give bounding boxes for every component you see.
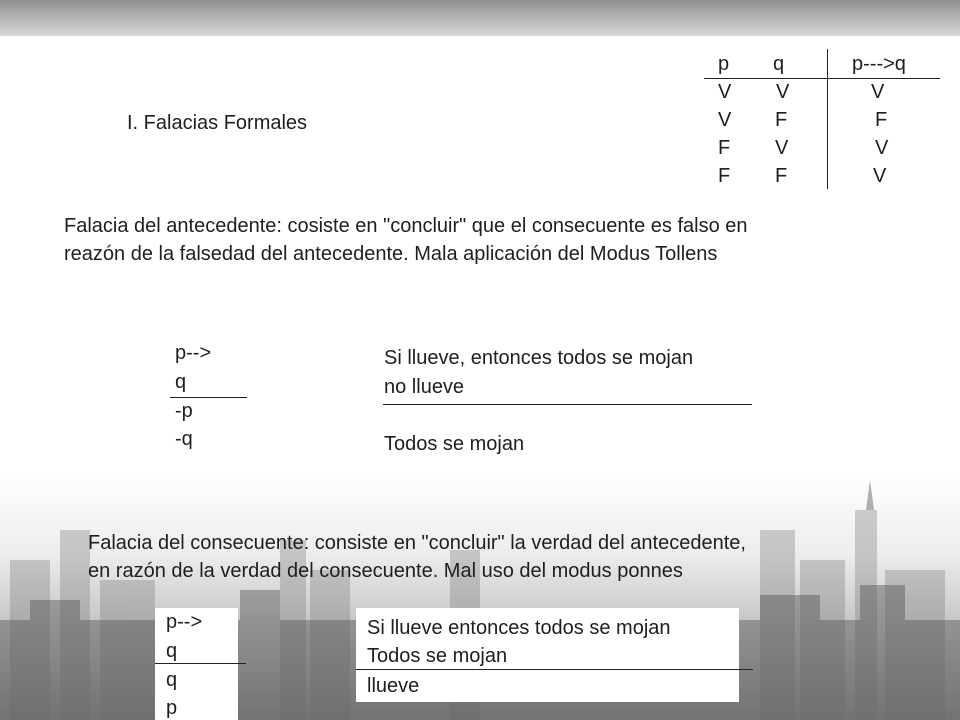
- truth-table-cell: V: [873, 165, 887, 187]
- schema-line: p: [166, 697, 178, 719]
- schema-line: p-->: [166, 611, 203, 633]
- consequent-example-panel: [356, 608, 739, 702]
- truth-table-cell: V: [718, 109, 732, 131]
- truth-table-cell: F: [775, 109, 788, 131]
- header-band: [0, 0, 960, 36]
- consequent-description-line-2: en razón de la verdad del consecuente. Mal uso del modus ponnes: [88, 560, 683, 582]
- page-title: I. Falacias Formales: [127, 112, 308, 134]
- antecedent-description-line-2: reazón de la falsedad del antecedente. Mala aplicación del Modus Tollens: [64, 243, 718, 265]
- example-conclusion: Todos se mojan: [384, 433, 525, 455]
- example-rule: [383, 404, 752, 405]
- schema-line: p-->: [175, 342, 212, 364]
- example-rule: [356, 669, 753, 670]
- truth-table-header-q: q: [773, 53, 785, 75]
- schema-line: -p: [175, 400, 193, 422]
- example-premise: Si llueve, entonces todos se mojan: [384, 347, 694, 369]
- truth-table-cell: V: [875, 137, 889, 159]
- schema-line: q: [175, 371, 187, 393]
- truth-table-cell: F: [718, 165, 731, 187]
- antecedent-description-line-1: Falacia del antecedente: cosiste en "concluir" que el consecuente es falso en: [64, 215, 748, 237]
- truth-table-cell: V: [718, 81, 732, 103]
- truth-table-cell: V: [775, 137, 789, 159]
- schema-line: q: [166, 640, 178, 662]
- truth-table-cell: V: [776, 81, 790, 103]
- truth-table-cell: V: [871, 81, 885, 103]
- truth-table-header-rule: [704, 78, 940, 79]
- consequent-schema-panel: [155, 608, 238, 720]
- truth-table-divider: [827, 49, 828, 189]
- truth-table-header-p: p: [718, 53, 730, 75]
- truth-table-cell: F: [718, 137, 731, 159]
- schema-line: -q: [175, 428, 193, 450]
- schema-rule: [155, 663, 246, 664]
- truth-table-cell: F: [775, 165, 788, 187]
- example-premise: Si llueve entonces todos se mojan: [367, 617, 671, 639]
- example-conclusion: llueve: [367, 675, 420, 697]
- example-premise: no llueve: [384, 376, 465, 398]
- schema-line: q: [166, 669, 178, 691]
- consequent-description-line-1: Falacia del consecuente: consiste en "concluir" la verdad del antecedente,: [88, 532, 746, 554]
- truth-table-cell: F: [875, 109, 888, 131]
- example-premise: Todos se mojan: [367, 645, 508, 667]
- truth-table-header-implication: p--->q: [852, 53, 906, 75]
